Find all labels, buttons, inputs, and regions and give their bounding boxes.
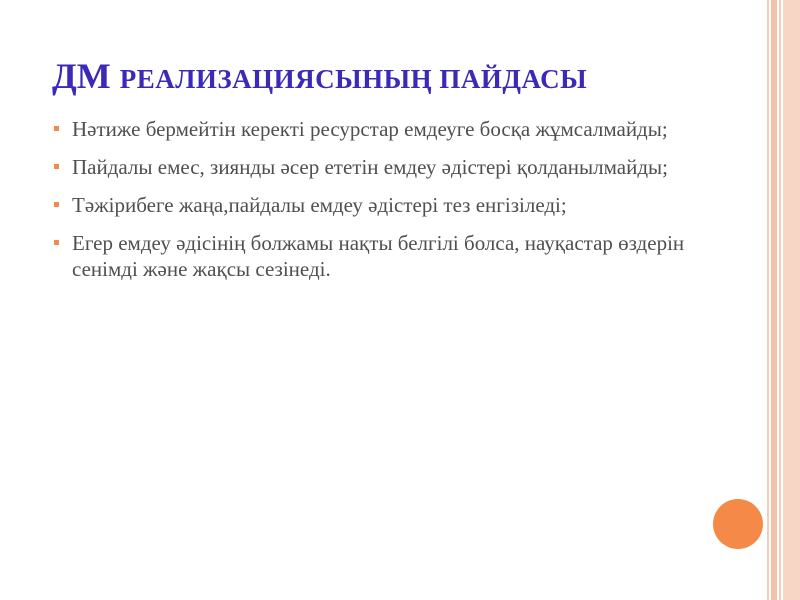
bullet-marker-icon	[54, 126, 59, 131]
bullet-list	[50, 116, 740, 294]
decorative-circle	[713, 499, 763, 549]
slide-title-abbrev: ДМ	[52, 56, 111, 96]
decorative-stripe	[779, 0, 781, 600]
bullet-text: Нәтиже бермейтін керекті ресурстар емдеуге босқа жұмсалмайды;	[72, 117, 668, 141]
bullet-marker-icon	[54, 164, 59, 169]
bullet-text: Егер емдеу әдісінің болжамы нақты белгілі болса, науқастар өздерін сенімді және жақсы сезінеді.	[72, 231, 685, 281]
bullet-text: Тәжірибеге жаңа,пайдалы емдеу әдістері тез енгізіледі;	[72, 193, 567, 217]
slide-title-rest: РЕАЛИЗАЦИЯСЫНЫҢ ПАЙДАСЫ	[119, 64, 588, 94]
bullet-item	[50, 192, 740, 218]
decorative-stripe	[771, 0, 777, 600]
decorative-stripe	[783, 0, 800, 600]
bullet-item	[50, 154, 740, 180]
bullet-text: Пайдалы емес, зиянды әсер ететін емдеу әдістері қолданылмайды;	[72, 155, 668, 179]
decorative-stripe	[767, 0, 769, 600]
bullet-item	[50, 116, 740, 142]
bullet-marker-icon	[54, 240, 59, 245]
bullet-marker-icon	[54, 202, 59, 207]
slide-title	[52, 54, 587, 101]
bullet-item	[50, 230, 740, 282]
